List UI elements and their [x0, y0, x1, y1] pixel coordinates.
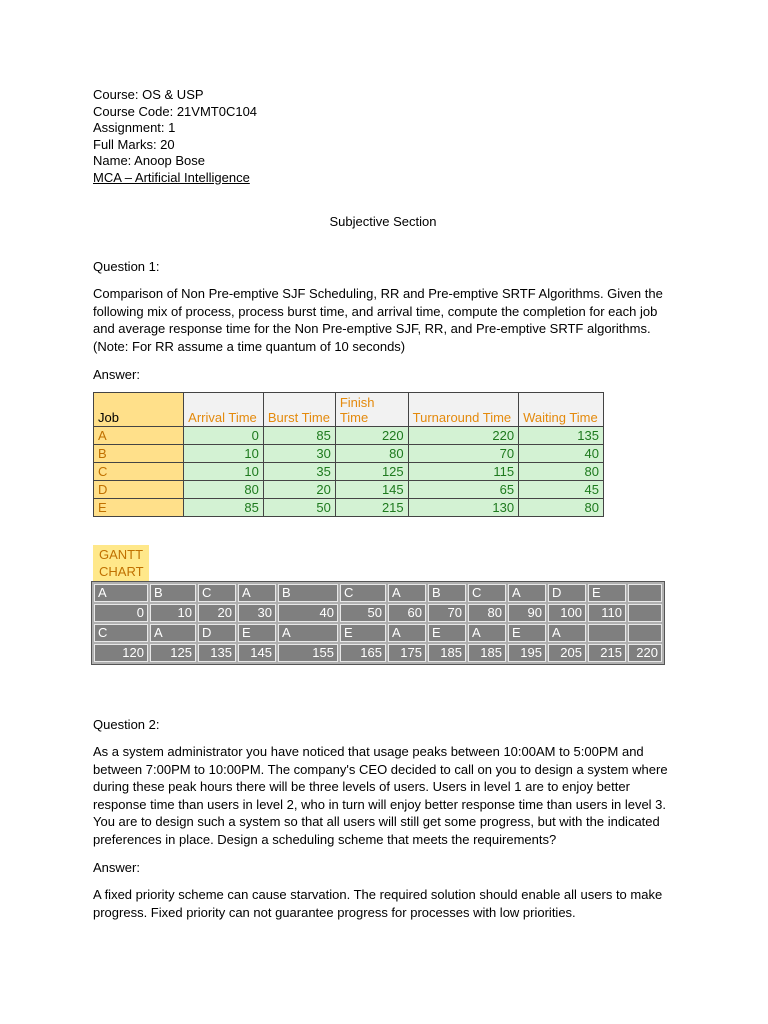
gantt-process-cell: A — [94, 584, 148, 602]
question-2-text: As a system administrator you have noticed that usage peaks between 10:00AM to 5:00PM and between 7:00PM to 10:00PM. The company's CEO decided to call on you to design a system where during these peak hours there will be three levels of users. Users in level 1 are to enjoy better response time than users in level 2, who in turn will enjoy better response time than users in level 3. You are to design such a system so that all users will still get some progress, but with the indicated preferences in place. Design a scheduling scheme that meets the requirements? — [93, 744, 668, 847]
gantt-process-cell: C — [468, 584, 506, 602]
gantt-process-cell: A — [548, 624, 586, 642]
gantt-time-cell: 60 — [388, 604, 426, 622]
value-cell: 85 — [184, 499, 264, 517]
table-row — [94, 427, 604, 445]
gantt-time-cell: 175 — [388, 644, 426, 662]
gantt-process-cell: E — [428, 624, 466, 642]
course-code-line: Course Code: 21VMT0C104 — [93, 103, 258, 119]
name-line: Name: Anoop Bose — [93, 153, 206, 168]
value-cell: 215 — [335, 499, 408, 517]
value-cell: 135 — [519, 427, 604, 445]
gantt-process-cell — [628, 584, 662, 602]
value-cell: 70 — [408, 445, 518, 463]
gantt-process-cell: D — [198, 624, 236, 642]
value-cell: 50 — [263, 499, 335, 517]
gantt-time-cell: 185 — [468, 644, 506, 662]
value-cell: 85 — [263, 427, 335, 445]
gantt-process-cell: E — [340, 624, 386, 642]
gantt-process-cell: A — [238, 584, 276, 602]
gantt-time-cell: 20 — [198, 604, 236, 622]
gantt-time-cell: 70 — [428, 604, 466, 622]
gantt-process-cell: D — [548, 584, 586, 602]
column-header: Job — [94, 393, 184, 427]
course-line: Course: OS & USP — [93, 87, 204, 102]
value-cell: 10 — [184, 445, 264, 463]
gantt-row — [94, 584, 662, 602]
gantt-time-cell: 120 — [94, 644, 148, 662]
gantt-process-cell: B — [428, 584, 466, 602]
gantt-time-cell — [628, 604, 662, 622]
gantt-process-cell: E — [588, 584, 626, 602]
gantt-time-cell: 50 — [340, 604, 386, 622]
question-1-text: Comparison of Non Pre-emptive SJF Scheduling, RR and Pre-emptive SRTF Algorithms. Given the following mix of process, process burst time, and arrival time, compute the completion for each job and average response time for the Non Pre-emptive SJF, RR, and Pre-emptive SRTF algorithms. (Note: For RR assume a time quantum of 10 seconds) — [93, 286, 663, 354]
value-cell: 20 — [263, 481, 335, 499]
value-cell: 220 — [335, 427, 408, 445]
column-header: Waiting Time — [519, 393, 604, 427]
gantt-time-cell: 155 — [278, 644, 338, 662]
question-1-title: Question 1: — [93, 259, 160, 274]
value-cell: 115 — [408, 463, 518, 481]
table-row — [94, 499, 604, 517]
question-2-answer-text: A fixed priority scheme can cause starvation. The required solution should enable all users to make progress. Fixed priority can not guarantee progress for processes with low priorities. — [93, 887, 663, 920]
column-header: Finish Time — [335, 393, 408, 427]
value-cell: 35 — [263, 463, 335, 481]
gantt-time-cell: 0 — [94, 604, 148, 622]
header-block — [93, 87, 673, 186]
gantt-process-cell: E — [508, 624, 546, 642]
full-marks-line: Full Marks: 20 — [93, 136, 175, 152]
gantt-time-cell: 135 — [198, 644, 236, 662]
gantt-time-cell: 100 — [548, 604, 586, 622]
gantt-time-cell: 90 — [508, 604, 546, 622]
table-row — [94, 481, 604, 499]
job-cell: D — [94, 481, 184, 499]
gantt-process-cell — [588, 624, 626, 642]
gantt-process-cell: E — [238, 624, 276, 642]
value-cell: 45 — [519, 481, 604, 499]
gantt-time-cell: 215 — [588, 644, 626, 662]
value-cell: 30 — [263, 445, 335, 463]
value-cell: 80 — [519, 499, 604, 517]
value-cell: 10 — [184, 463, 264, 481]
value-cell: 80 — [335, 445, 408, 463]
gantt-time-cell: 80 — [468, 604, 506, 622]
value-cell: 220 — [408, 427, 518, 445]
gantt-time-cell: 40 — [278, 604, 338, 622]
job-cell: A — [94, 427, 184, 445]
table-row — [94, 445, 604, 463]
gantt-process-cell: B — [150, 584, 196, 602]
gantt-time-cell: 185 — [428, 644, 466, 662]
gantt-process-cell: A — [388, 624, 426, 642]
results-table — [93, 392, 604, 517]
job-cell: B — [94, 445, 184, 463]
value-cell: 40 — [519, 445, 604, 463]
gantt-row — [94, 644, 662, 662]
table-header-row — [94, 393, 604, 427]
gantt-time-cell: 145 — [238, 644, 276, 662]
program-line: MCA – Artificial Intelligence — [93, 169, 250, 185]
job-cell: C — [94, 463, 184, 481]
gantt-time-cell: 205 — [548, 644, 586, 662]
gantt-process-cell: C — [340, 584, 386, 602]
section-title: Subjective Section — [329, 214, 437, 229]
gantt-process-cell — [628, 624, 662, 642]
gantt-process-cell: A — [388, 584, 426, 602]
gantt-time-cell: 110 — [588, 604, 626, 622]
gantt-process-cell: C — [94, 624, 148, 642]
value-cell: 130 — [408, 499, 518, 517]
gantt-row — [94, 624, 662, 642]
question-1-answer-label: Answer: — [93, 367, 140, 382]
column-header: Arrival Time — [184, 393, 264, 427]
gantt-time-cell: 125 — [150, 644, 196, 662]
value-cell: 0 — [184, 427, 264, 445]
gantt-time-cell: 165 — [340, 644, 386, 662]
question-2-title: Question 2: — [93, 717, 160, 732]
gantt-time-cell: 220 — [628, 644, 662, 662]
gantt-time-cell: 30 — [238, 604, 276, 622]
job-cell: E — [94, 499, 184, 517]
gantt-process-cell: A — [468, 624, 506, 642]
gantt-process-cell: A — [150, 624, 196, 642]
value-cell: 125 — [335, 463, 408, 481]
gantt-process-cell: B — [278, 584, 338, 602]
gantt-time-cell: 195 — [508, 644, 546, 662]
table-row — [94, 463, 604, 481]
gantt-row — [94, 604, 662, 622]
value-cell: 80 — [519, 463, 604, 481]
gantt-chart-label: GANTT CHART — [93, 545, 149, 581]
column-header: Burst Time — [263, 393, 335, 427]
document-page — [93, 87, 673, 921]
gantt-chart-table — [91, 581, 665, 665]
value-cell: 145 — [335, 481, 408, 499]
assignment-line: Assignment: 1 — [93, 120, 176, 135]
gantt-process-cell: C — [198, 584, 236, 602]
value-cell: 80 — [184, 481, 264, 499]
gantt-time-cell: 10 — [150, 604, 196, 622]
column-header: Turnaround Time — [408, 393, 518, 427]
gantt-process-cell: A — [278, 624, 338, 642]
gantt-process-cell: A — [508, 584, 546, 602]
value-cell: 65 — [408, 481, 518, 499]
question-2-answer-label: Answer: — [93, 860, 140, 875]
